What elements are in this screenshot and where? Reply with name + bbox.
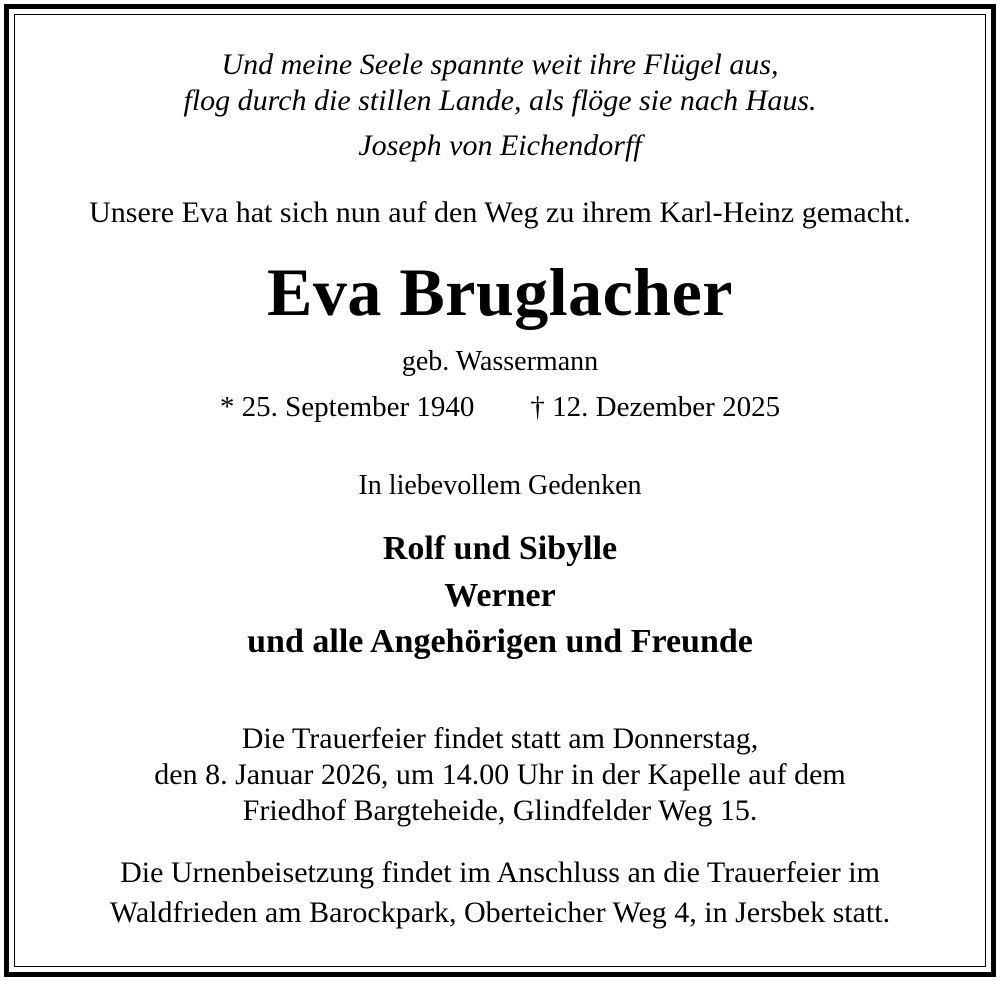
burial-line-1: Die Urnenbeisetzung findet im Anschluss an die Trauerfeier im bbox=[120, 856, 880, 889]
deceased-name: Eva Bruglacher bbox=[267, 254, 733, 330]
ceremony-line-1: Die Trauerfeier findet statt am Donnerstag, bbox=[241, 722, 759, 755]
mourner-line-1: Rolf und Sibylle bbox=[382, 530, 618, 567]
death-date: † 12. Dezember 2025 bbox=[530, 391, 781, 423]
poem-line-1: Und meine Seele spannte weit ihre Flügel aus, bbox=[221, 48, 779, 81]
mourner-line-3: und alle Angehörigen und Freunde bbox=[247, 623, 753, 660]
birth-date: * 25. September 1940 bbox=[219, 391, 475, 423]
life-dates bbox=[0, 393, 1000, 422]
poem-line-2: flog durch die stillen Lande, als flöge sie nach Haus. bbox=[183, 84, 817, 117]
poem-author: Joseph von Eichendorff bbox=[358, 129, 642, 162]
birth-name: geb. Wassermann bbox=[401, 346, 599, 377]
intro-text: Unsere Eva hat sich nun auf den Weg zu ihrem Karl-Heinz gemacht. bbox=[89, 196, 911, 229]
ceremony-line-2: den 8. Januar 2026, um 14.00 Uhr in der Kapelle auf dem bbox=[154, 758, 846, 791]
memorial-phrase: In liebevollem Gedenken bbox=[358, 470, 642, 501]
ceremony-line-3: Friedhof Bargteheide, Glindfelder Weg 15. bbox=[242, 794, 758, 827]
mourner-line-2: Werner bbox=[444, 577, 556, 614]
burial-line-2: Waldfrieden am Barockpark, Oberteicher Weg 4, in Jersbek statt. bbox=[109, 896, 891, 929]
